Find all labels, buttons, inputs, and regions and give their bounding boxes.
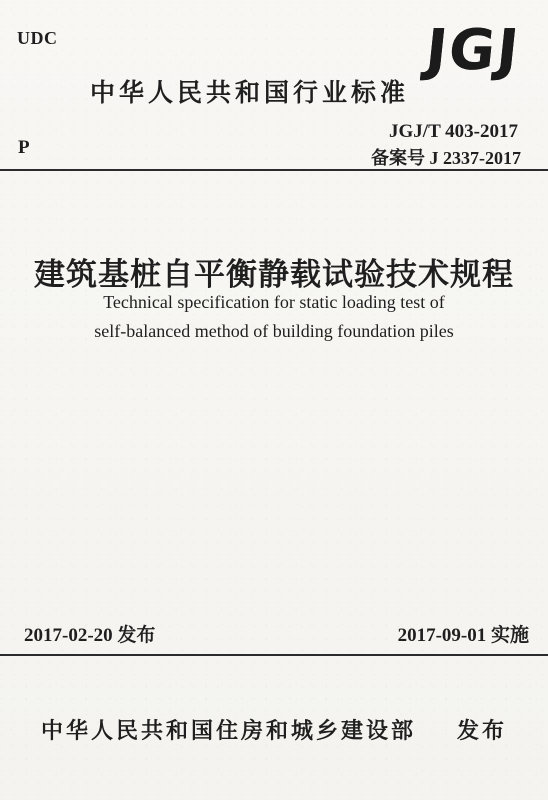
jgj-logo: JGJ <box>422 18 524 83</box>
standard-code: JGJ/T 403-2017 <box>389 121 518 142</box>
issuing-action: 发布 <box>456 719 507 744</box>
industry-standard-heading: 中华人民共和国行业标准 <box>90 78 410 107</box>
udc-label: UDC <box>17 28 58 48</box>
chinese-title: 建筑基桩自平衡静载试验技术规程 <box>34 257 514 293</box>
issuing-authority: 中华人民共和国住房和城乡建设部 <box>41 719 417 744</box>
classification-mark: P <box>18 137 30 158</box>
english-title-line-2: self-balanced method of building foundation piles <box>94 321 454 341</box>
publish-date: 2017-02-20 发布 <box>24 625 156 646</box>
english-title-line-1: Technical specification for static loading test of <box>103 292 445 312</box>
implement-date: 2017-09-01 实施 <box>397 625 529 646</box>
record-number: 备案号 J 2337-2017 <box>371 148 521 168</box>
top-divider <box>0 169 548 171</box>
bottom-divider <box>0 654 548 656</box>
